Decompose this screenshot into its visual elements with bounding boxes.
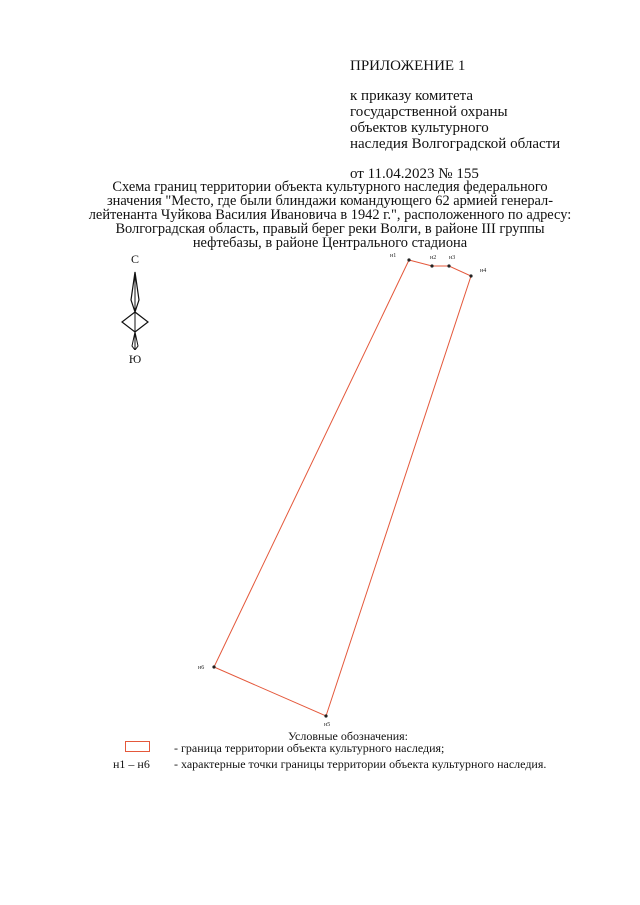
legend-boundary-text: - граница территории объекта культурного наследия; xyxy=(174,741,445,755)
appendix-date: от 11.04.2023 № 155 xyxy=(350,166,479,182)
legend-points-key: н1 – н6 xyxy=(113,757,150,771)
appendix-line: государственной охраны xyxy=(350,104,508,120)
boundary-polygon xyxy=(214,260,471,716)
appendix-line: к приказу комитета xyxy=(350,88,474,104)
title-line: значения "Место, где были блиндажи командующего 62 армией генерал- xyxy=(106,193,554,209)
title-line: лейтенанта Чуйкова Василия Ивановича в 1942 г.", расположенного по адресу: xyxy=(88,207,572,223)
compass-north-label: С xyxy=(130,252,139,266)
point-label: н2 xyxy=(430,255,437,261)
appendix-title: ПРИЛОЖЕНИЕ 1 xyxy=(350,58,466,74)
point-label: н3 xyxy=(449,255,456,261)
compass-south-label: Ю xyxy=(128,352,142,366)
legend-boundary-swatch xyxy=(125,741,150,752)
point-label: н1 xyxy=(390,253,397,259)
title-line: Волгоградская область, правый берег реки Волги, в районе III группы xyxy=(115,221,545,237)
legend-points-text: - характерные точки границы территории объекта культурного наследия. xyxy=(174,757,547,771)
point-label: н4 xyxy=(480,268,487,274)
legend-title: Условные обозначения: xyxy=(288,729,409,743)
boundary-point xyxy=(198,665,216,671)
point-label: н5 xyxy=(324,722,331,728)
boundary-point xyxy=(469,268,486,278)
boundary-point xyxy=(447,255,455,268)
title-line: нефтебазы, в районе Центрального стадиона xyxy=(192,235,468,251)
title-line: Схема границ территории объекта культурного наследия федерального xyxy=(112,179,548,195)
appendix-line: объектов культурного xyxy=(350,120,489,136)
boundary-point xyxy=(324,714,330,728)
appendix-line: наследия Волгоградской области xyxy=(350,136,561,152)
boundary-point xyxy=(390,253,411,262)
point-label: н6 xyxy=(198,665,205,671)
